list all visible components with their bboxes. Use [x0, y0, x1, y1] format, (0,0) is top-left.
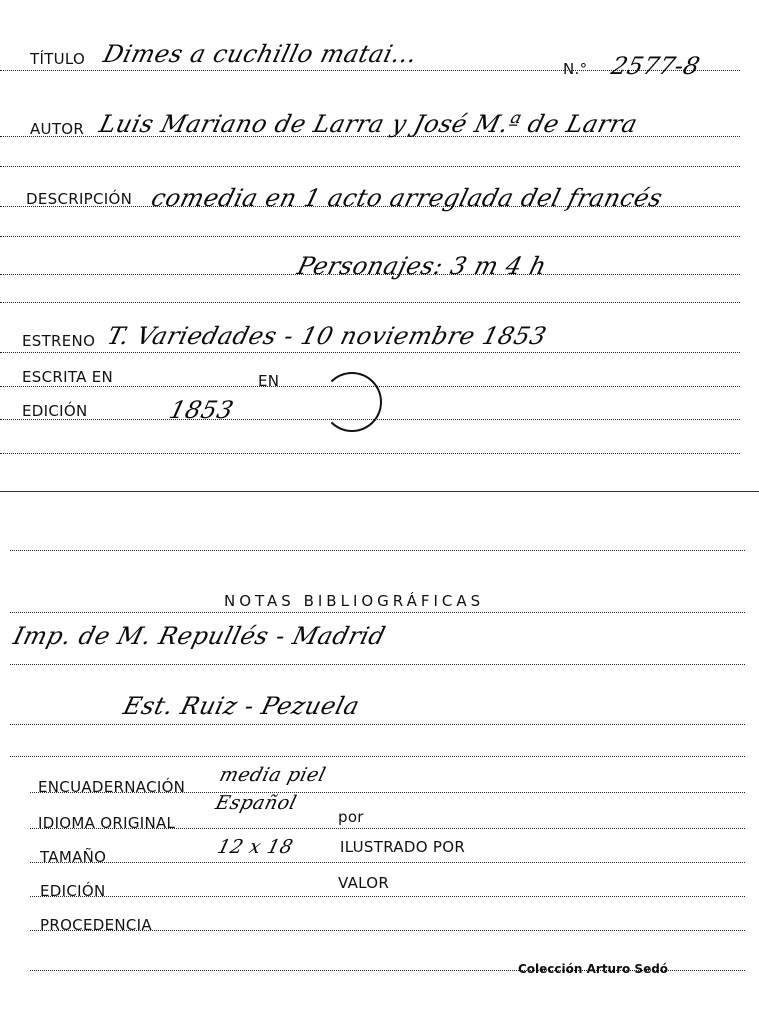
idioma-value: Español: [213, 792, 300, 814]
titulo-label: TÍTULO: [30, 50, 86, 68]
estreno-label: ESTRENO: [22, 332, 96, 350]
ilustrado-label: ILUSTRADO POR: [340, 838, 466, 856]
nota-estampa: Est. Ruiz - Pezuela: [120, 692, 363, 720]
collection-footer: Colección Arturo Sedó: [518, 962, 669, 976]
autor-value: Luis Mariano de Larra y José M.ª de Larra: [96, 110, 641, 138]
numero-value: 2577-8: [608, 52, 703, 80]
por-label: por: [338, 808, 364, 826]
stamp-circle-icon: [322, 372, 382, 432]
personajes-value: Personajes: 3 m 4 h: [294, 252, 550, 280]
tamano-label: TAMAÑO: [40, 848, 107, 866]
idioma-label: IDIOMA ORIGINAL: [38, 814, 176, 832]
numero-label: N.°: [563, 60, 588, 78]
edicion-label-bottom: EDICIÓN: [40, 882, 106, 900]
descripcion-label: DESCRIPCIÓN: [26, 190, 133, 208]
autor-label: AUTOR: [30, 120, 85, 138]
edicion-value: 1853: [166, 396, 237, 424]
tamano-value: 12 x 18: [215, 836, 296, 858]
escrita-label: ESCRITA EN: [22, 368, 114, 386]
catalog-card-top: [0, 0, 759, 491]
en-label: EN: [258, 372, 280, 390]
titulo-value: Dimes a cuchillo matai...: [100, 40, 421, 68]
encuadernacion-label: ENCUADERNACIÓN: [38, 778, 186, 796]
procedencia-label: PROCEDENCIA: [40, 916, 152, 934]
nota-imprenta: Imp. de M. Repullés - Madrid: [10, 622, 389, 650]
valor-label: VALOR: [338, 874, 390, 892]
encuadernacion-value: media piel: [217, 764, 329, 786]
notas-heading: NOTAS BIBLIOGRÁFICAS: [224, 592, 485, 610]
edicion-label: EDICIÓN: [22, 402, 88, 420]
catalog-card-bottom: [0, 492, 759, 1028]
descripcion-value: comedia en 1 acto arreglada del francés: [148, 184, 666, 212]
estreno-value: T. Variedades - 10 noviembre 1853: [104, 322, 550, 350]
